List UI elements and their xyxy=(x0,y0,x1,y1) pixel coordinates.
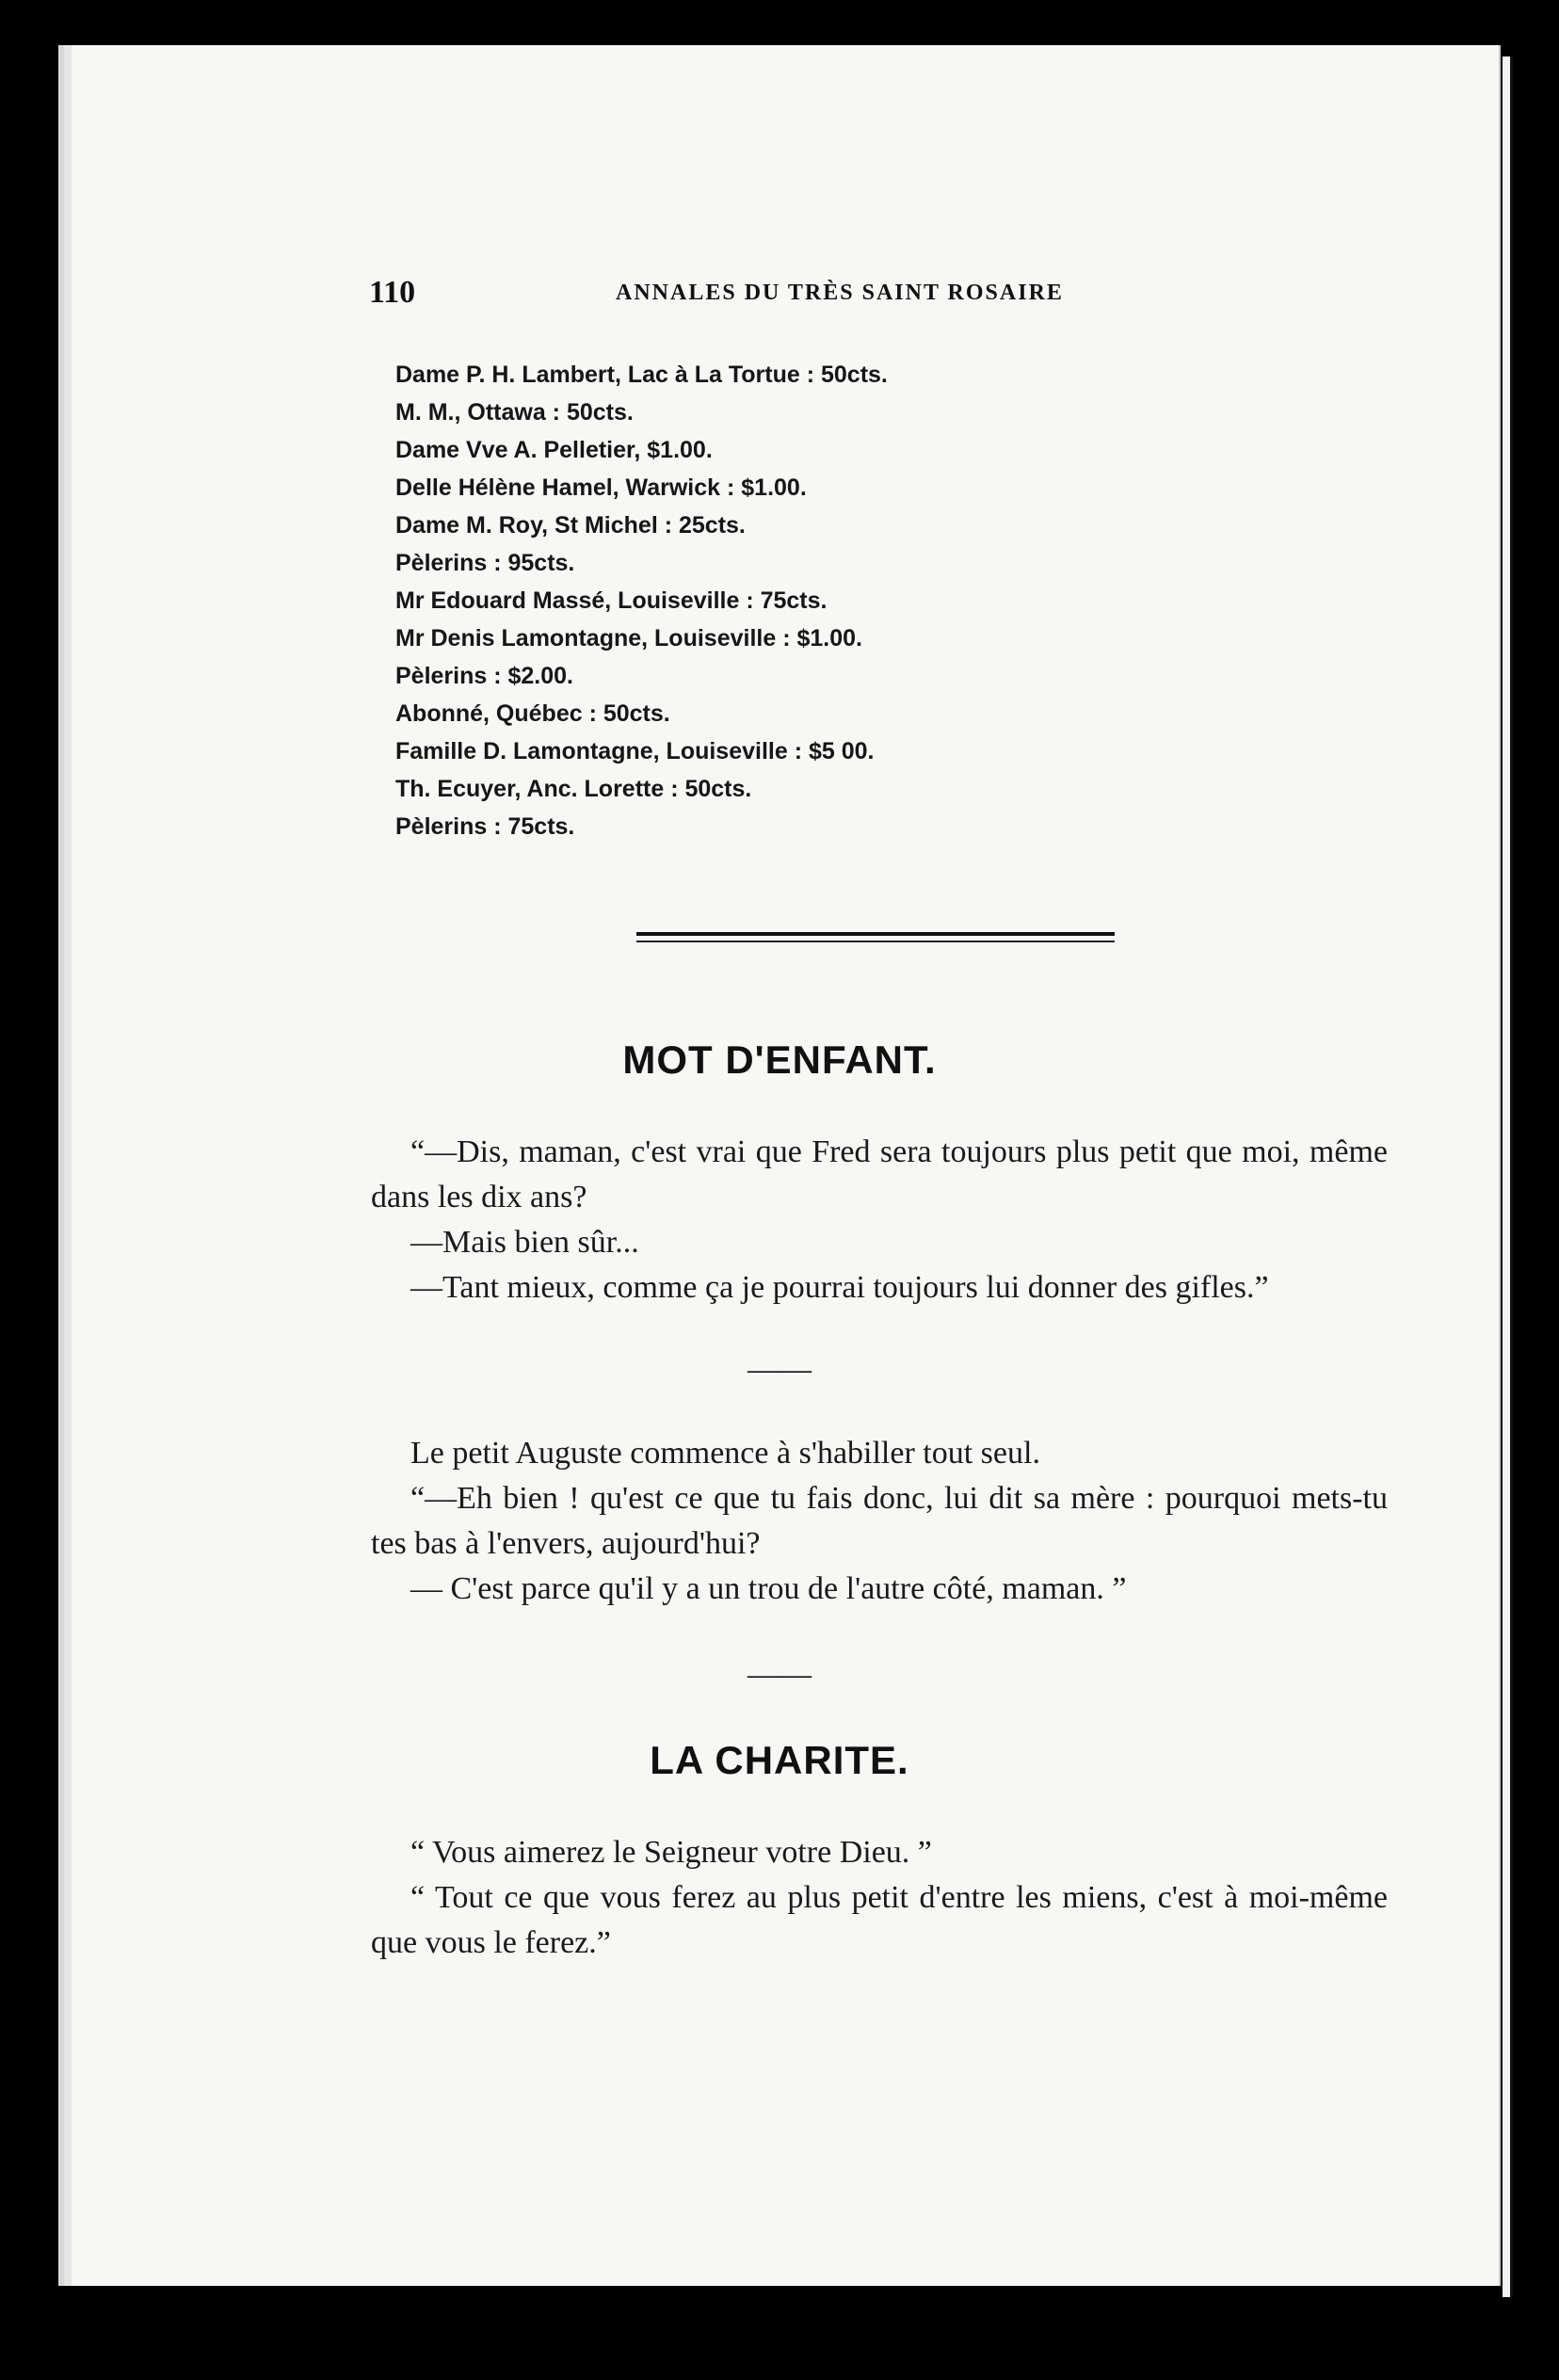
section-body-3 xyxy=(371,1830,1388,1966)
double-rule-divider xyxy=(636,932,1115,942)
donor-line: Pèlerins : $2.00. xyxy=(395,663,574,689)
section-body-1 xyxy=(371,1130,1388,1311)
donor-line: Pèlerins : 75cts. xyxy=(395,813,575,840)
paragraph: “—Eh bien ! qu'est ce que tu fais donc, lui dit sa mère : pourquoi mets-tu tes bas à l'envers, aujourd'hui? xyxy=(371,1481,1388,1561)
paragraph: — C'est parce qu'il y a un trou de l'autre côté, maman. ” xyxy=(410,1571,1127,1606)
section-title-mot-denfant: MOT D'ENFANT. xyxy=(622,1037,937,1082)
rule-thin xyxy=(636,941,1115,942)
donor-line: Delle Hélène Hamel, Warwick : $1.00. xyxy=(395,474,807,501)
paragraph: “—Dis, maman, c'est vrai que Fred sera toujours plus petit que moi, même dans les dix ans? xyxy=(371,1134,1388,1214)
paragraph: “ Vous aimerez le Seigneur votre Dieu. ” xyxy=(410,1835,932,1870)
donor-list xyxy=(395,356,1149,845)
donor-line: Dame M. Roy, St Michel : 25cts. xyxy=(395,512,746,539)
donor-line: M. M., Ottawa : 50cts. xyxy=(395,399,634,426)
donor-line: Th. Ecuyer, Anc. Lorette : 50cts. xyxy=(395,776,752,802)
donor-line: Dame P. H. Lambert, Lac à La Tortue : 50cts. xyxy=(395,362,888,388)
dash-separator: —— xyxy=(747,1657,812,1692)
donor-line: Mr Denis Lamontagne, Louiseville : $1.00. xyxy=(395,625,862,651)
facing-page-border xyxy=(1510,56,1513,2297)
donor-line: Dame Vve A. Pelletier, $1.00. xyxy=(395,437,713,463)
paragraph: “ Tout ce que vous ferez au plus petit d'entre les miens, c'est à moi-même que vous le ferez.” xyxy=(371,1880,1388,1960)
paragraph: —Tant mieux, comme ça je pourrai toujours lui donner des gifles.” xyxy=(410,1270,1269,1305)
running-title: ANNALES DU TRÈS SAINT ROSAIRE xyxy=(616,281,1064,305)
rule-thick xyxy=(636,932,1115,936)
page-number: 110 xyxy=(369,275,416,310)
section-body-2 xyxy=(371,1431,1388,1612)
section-title-la-charite: LA CHARITE. xyxy=(650,1738,909,1782)
donor-line: Mr Edouard Massé, Louiseville : 75cts. xyxy=(395,587,828,614)
paragraph: Le petit Auguste commence à s'habiller tout seul. xyxy=(410,1436,1040,1471)
page-header xyxy=(369,275,1197,313)
dash-separator: —— xyxy=(747,1352,812,1387)
facing-page-edge xyxy=(1503,56,1510,2297)
donor-line: Famille D. Lamontagne, Louiseville : $5 00. xyxy=(395,738,875,764)
paragraph: —Mais bien sûr... xyxy=(410,1225,639,1260)
donor-line: Abonné, Québec : 50cts. xyxy=(395,700,670,727)
donor-line: Pèlerins : 95cts. xyxy=(395,550,575,576)
